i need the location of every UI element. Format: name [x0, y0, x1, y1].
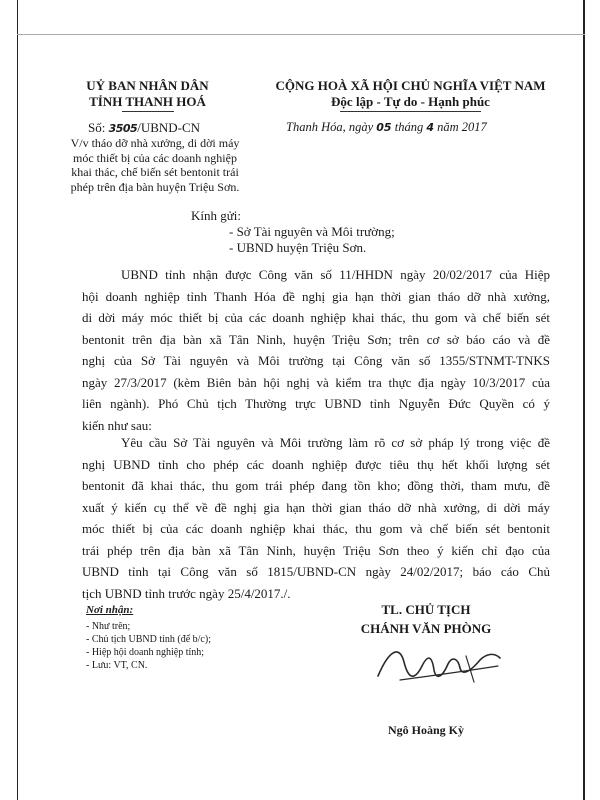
header-divider-left	[122, 111, 174, 112]
signer-name: Ngô Hoàng Kỳ	[387, 723, 464, 737]
subject-line: móc thiết bị của các doanh nghiệp	[73, 150, 237, 165]
distribution-item: - Hiệp hội doanh nghiệp tỉnh;	[86, 647, 205, 658]
province-name: TỈNH THANH HOÁ	[89, 94, 206, 109]
page-border-top	[17, 34, 585, 35]
page-border-right	[583, 0, 585, 800]
body-line: kiến như sau:	[82, 417, 152, 433]
body-line: nghị của Sở Tài nguyên và Môi trường tại Công văn số 1355/STNMT-TNKS	[82, 353, 550, 368]
place-date-prefix: Thanh Hóa, ngày	[286, 120, 374, 134]
document-number-handwritten: 3505	[108, 122, 138, 135]
body-line: bentonit trên địa bàn xã Tân Ninh, huyện Triệu Sơn; trên cơ sở báo cáo và đề	[82, 331, 550, 347]
subject-line: khai thác, chế biến sét bentonit trái	[71, 165, 239, 179]
body-line: Yêu cầu Sở Tài nguyên và Môi trường làm rõ cơ sở pháp lý trong việc đề	[121, 435, 550, 450]
body-line: UBND tỉnh nhận được Công văn số 11/HHDN ngày 20/02/2017 của Hiệp	[121, 267, 550, 282]
month-handwritten: 4	[426, 121, 434, 134]
header-divider-right	[340, 111, 481, 112]
recipient-item: - UBND huyện Triệu Sơn.	[229, 240, 367, 255]
body-line: trái phép trên địa bàn xã Tân Ninh, huyện Triệu Sơn theo ý kiến chỉ đạo của	[82, 542, 550, 558]
month-label: tháng	[394, 120, 424, 134]
agency-name: UỶ BAN NHÂN DÂN	[86, 78, 209, 93]
distribution-item: - Chủ tịch UBND tỉnh (để b/c);	[86, 634, 211, 645]
body-line: tịch UBND tỉnh trước ngày 25/4/2017./.	[82, 585, 291, 601]
body-line: nghị UBND tỉnh cho phép các doanh nghiệp được tiêu thụ hết khối lượng sét	[82, 456, 550, 472]
recipients-label: Kính gửi:	[191, 208, 242, 223]
body-paragraph-1	[82, 264, 550, 436]
body-line: di dời máy móc thiết bị của các doanh nghiệp khai thác, thu gom và chế biến sét	[82, 310, 550, 325]
national-title: CỘNG HOÀ XÃ HỘI CHỦ NGHĨA VIỆT NAM	[275, 78, 546, 93]
subject-line: phép trên địa bàn huyện Triệu Sơn.	[70, 179, 240, 194]
distribution-item: - Như trên;	[86, 621, 131, 632]
document-number	[88, 120, 200, 136]
page-border-left	[17, 0, 18, 800]
signature-office: CHÁNH VĂN PHÒNG	[360, 621, 492, 636]
body-line: móc thiết bị của các doanh nghiệp khai thác, thu gom và chế biến sét bentonit	[82, 521, 550, 536]
day-handwritten: 05	[376, 121, 392, 134]
signature-title: TL. CHỦ TỊCH	[381, 602, 471, 617]
handwritten-signature	[370, 638, 510, 698]
distribution-item: - Lưu: VT, CN.	[86, 660, 148, 671]
subject-line: V/v tháo dỡ nhà xưởng, di dời máy	[70, 136, 240, 150]
body-paragraph-2	[82, 432, 550, 604]
body-line: xuất ý kiến cụ thể về đề nghị gia hạn thời gian tháo dỡ nhà xưởng, di dời máy	[82, 499, 550, 515]
year-text: năm 2017	[437, 120, 487, 134]
body-line: liên ngành). Phó Chủ tịch Thường trực UBND tỉnh Nguyễn Đức Quyền có ý	[82, 396, 550, 411]
recipient-item: - Sở Tài nguyên và Môi trường;	[229, 224, 395, 239]
body-line: hội doanh nghiệp tỉnh Thanh Hóa đề nghị gia hạn thời gian tháo dỡ nhà xưởng,	[82, 288, 550, 304]
body-line: bentonit đã khai thác, thu gom trái phép đang tồn kho; đồng thời, tham mưu, đề	[82, 478, 550, 493]
subject	[70, 136, 240, 194]
national-motto: Độc lập - Tự do - Hạnh phúc	[331, 94, 490, 109]
body-line: ngày 27/3/2017 (kèm Biên bản hội nghị và kiểm tra thực địa ngày 10/3/2017 của	[82, 374, 550, 390]
body-line: UBND tỉnh tại Công văn số 1815/UBND-CN ngày 24/02/2017; báo cáo Chủ	[82, 564, 550, 579]
distribution-title: Nơi nhận:	[86, 604, 134, 616]
place-date	[286, 120, 487, 135]
document-number-label: Số:	[88, 120, 106, 135]
document-number-suffix: /UBND-CN	[137, 120, 201, 135]
